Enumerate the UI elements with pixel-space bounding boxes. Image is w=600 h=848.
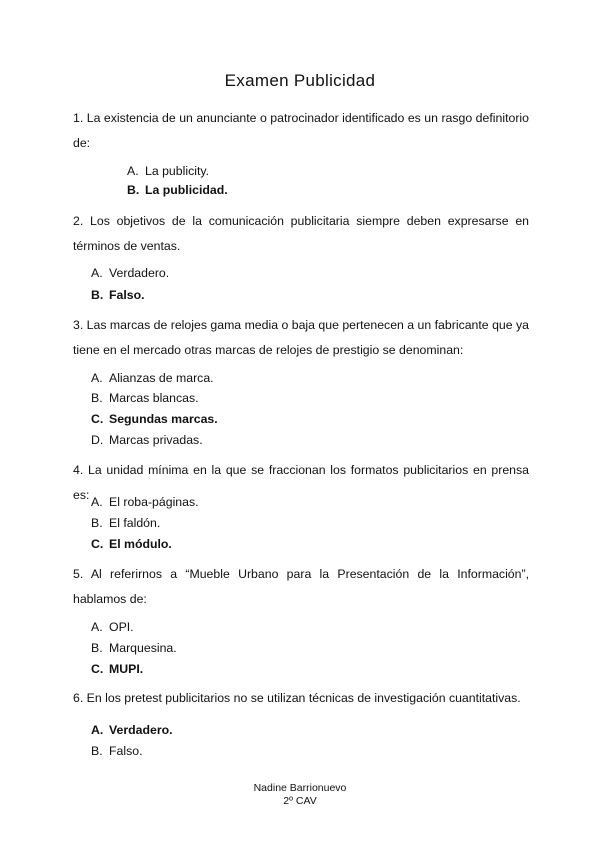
option-letter: B. bbox=[91, 288, 104, 302]
option-4a bbox=[91, 494, 199, 510]
option-text: Verdadero. bbox=[109, 723, 173, 737]
option-letter: B. bbox=[91, 516, 103, 530]
option-3c bbox=[91, 411, 218, 427]
option-letter: B. bbox=[91, 641, 103, 655]
option-6b bbox=[91, 743, 143, 759]
option-text: Alianzas de marca. bbox=[109, 371, 214, 385]
option-letter: A. bbox=[91, 495, 103, 509]
option-text: Verdadero. bbox=[109, 266, 170, 280]
option-letter: A. bbox=[91, 723, 104, 737]
option-6a bbox=[91, 722, 173, 738]
option-5b bbox=[91, 640, 177, 656]
option-text: Marcas blancas. bbox=[109, 391, 199, 405]
option-text: El faldón. bbox=[109, 516, 161, 530]
option-3d bbox=[91, 432, 203, 448]
option-text: Segundas marcas. bbox=[109, 412, 218, 426]
option-4c bbox=[91, 536, 172, 552]
option-text: La publicidad. bbox=[145, 183, 228, 197]
question-1: 1. La existencia de un anunciante o patrocinador identificado es un rasgo definitorio de: bbox=[73, 111, 529, 150]
option-5c bbox=[91, 661, 143, 677]
footer-author: Nadine Barrionuevo bbox=[253, 782, 347, 794]
page-title: Examen Publicidad bbox=[224, 71, 376, 90]
option-1b bbox=[127, 182, 228, 198]
option-text: Falso. bbox=[109, 744, 143, 758]
option-3b bbox=[91, 390, 199, 406]
option-text: Marquesina. bbox=[109, 641, 177, 655]
question-5: 5. Al referirnos a “Mueble Urbano para la Presentación de la Información”, hablamos de: bbox=[73, 567, 529, 606]
option-letter: B. bbox=[127, 183, 140, 197]
option-letter: B. bbox=[91, 391, 103, 405]
option-letter: A. bbox=[91, 266, 103, 280]
option-4b bbox=[91, 515, 160, 531]
option-text: Marcas privadas. bbox=[109, 433, 203, 447]
question-6: 6. En los pretest publicitarios no se utilizan técnicas de investigación cuantitativas. bbox=[73, 691, 521, 705]
option-text: El roba-páginas. bbox=[109, 495, 199, 509]
option-text: MUPI. bbox=[109, 662, 144, 676]
option-letter: C. bbox=[91, 537, 104, 551]
question-4: 4. La unidad mínima en la que se fraccionan los formatos publicitarios en prensa es: bbox=[73, 463, 529, 502]
option-letter: A. bbox=[91, 371, 103, 385]
option-letter: A. bbox=[91, 620, 103, 634]
option-3a bbox=[91, 370, 214, 386]
option-text: Falso. bbox=[109, 288, 145, 302]
option-letter: C. bbox=[91, 662, 104, 676]
option-letter: C. bbox=[91, 412, 104, 426]
option-1a bbox=[127, 163, 209, 179]
option-letter: A. bbox=[127, 164, 139, 178]
option-text: OPI. bbox=[109, 620, 134, 634]
question-2: 2. Los objetivos de la comunicación publicitaria siempre deben expresarse en términos de ventas. bbox=[73, 214, 529, 253]
option-5a bbox=[91, 619, 134, 635]
option-letter: D. bbox=[91, 433, 104, 447]
option-2a bbox=[91, 265, 169, 281]
option-text: La publicity. bbox=[145, 164, 210, 178]
footer-class: 2º CAV bbox=[283, 795, 317, 807]
question-3: 3. Las marcas de relojes gama media o baja que pertenecen a un fabricante que ya tiene en el mercado otras marcas de relojes de prestigio se denominan: bbox=[73, 318, 529, 357]
page-footer bbox=[0, 782, 600, 808]
option-letter: B. bbox=[91, 744, 103, 758]
option-2b bbox=[91, 287, 145, 303]
option-text: El módulo. bbox=[109, 537, 172, 551]
